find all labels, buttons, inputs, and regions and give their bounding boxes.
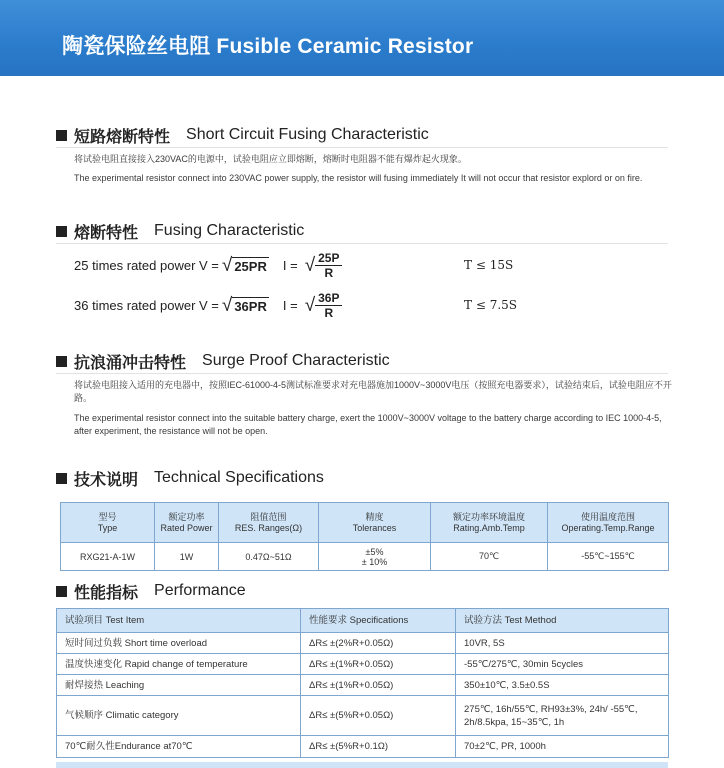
cell-range: 0.47Ω~51Ω <box>219 543 319 571</box>
cell-power: 1W <box>155 543 219 571</box>
header-tolerances: 精度 Tolerances <box>319 503 431 543</box>
square-root <box>305 291 343 320</box>
square-bullet-icon <box>56 130 67 141</box>
square-bullet-icon <box>56 226 67 237</box>
fraction-numerator: 36P <box>315 291 342 306</box>
section-title-zh: 熔断特性 <box>74 224 139 242</box>
formula-current-label: I = <box>282 257 298 273</box>
cell-method: 275℃, 16h/55℃, RH93±3%, 24h/ -55℃, 2h/8.5kpa, 15~35℃, 1h <box>456 696 669 736</box>
page-header <box>0 0 724 76</box>
section-divider <box>56 147 668 148</box>
section-surge-heading <box>56 350 390 372</box>
formula-label: 25 times rated power V = <box>74 257 219 273</box>
fraction <box>315 291 342 320</box>
cell-spec: ΔR≤ ±(1%R+0.05Ω) <box>301 654 456 675</box>
section-title-en: Surge Proof Characteristic <box>202 352 390 369</box>
cell-type: RXG21-A-1W <box>61 543 155 571</box>
header-res-ranges: 阻值范围 RES. Ranges(Ω) <box>219 503 319 543</box>
header-test-item: 试验项目 Test Item <box>57 609 301 633</box>
surge-text-zh: 将试验电阻接入适用的充电器中，按照IEC-61000-4-5测试标准要求对充电器施加1000V~3000V电压（按照充电器要求），试验结束后，试验电阻应不开路。 <box>74 380 672 403</box>
cell-item: 耐焊接热 Leaching <box>57 675 301 696</box>
formula-current-label: I = <box>282 297 298 313</box>
formula-label: 36 times rated power V = <box>74 297 219 313</box>
cell-method: 70±2℃, PR, 1000h <box>456 736 669 758</box>
cell-item: 温度快速变化 Rapid change of temperature <box>57 654 301 675</box>
cell-amb-temp: 70℃ <box>431 543 548 571</box>
section-title-zh: 短路熔断特性 <box>74 128 171 146</box>
header-operating-temp: 使用温度范围 Operating.Temp.Range <box>548 503 669 543</box>
table-footer-band <box>56 762 668 768</box>
table-row <box>57 696 669 736</box>
section-divider <box>56 243 668 244</box>
table-row <box>57 736 669 758</box>
fusing-formula-25 <box>74 245 514 285</box>
radical-icon: √ <box>221 294 233 316</box>
section-title-zh: 抗浪涌冲击特性 <box>74 354 187 372</box>
square-root <box>305 251 343 280</box>
cell-spec: ΔR≤ ±(2%R+0.05Ω) <box>301 633 456 654</box>
table-row <box>61 543 669 571</box>
section-title-en: Fusing Characteristic <box>154 222 305 239</box>
page-title: 陶瓷保险丝电阻 Fusible Ceramic Resistor <box>62 35 474 58</box>
cell-method: 10VR, 5S <box>456 633 669 654</box>
header-test-method: 试验方法 Test Method <box>456 609 669 633</box>
section-title-zh: 性能指标 <box>74 584 139 602</box>
fraction <box>315 251 342 280</box>
surge-text-en: The experimental resistor connect into the suitable battery charge, exert the 1000V~3000V voltage to the battery charge according to IEC 1000-4-5, after experiment, the resistance will not be open. <box>74 413 662 436</box>
square-root <box>222 256 269 275</box>
table-header-row <box>61 503 669 543</box>
fraction-numerator: 25P <box>315 251 342 266</box>
cell-method: 350±10℃, 3.5±0.5S <box>456 675 669 696</box>
radical-icon: √ <box>221 254 233 276</box>
section-title-zh: 技术说明 <box>74 471 139 489</box>
formula-condition: T ≤ 7.5S <box>464 298 517 312</box>
cell-item: 短时间过负载 Short time overload <box>57 633 301 654</box>
cell-method: -55℃/275℃, 30min 5cycles <box>456 654 669 675</box>
cell-spec: ΔR≤ ±(1%R+0.05Ω) <box>301 675 456 696</box>
section-short-circuit-heading <box>56 124 429 146</box>
fusing-formula-36 <box>74 285 517 325</box>
table-header-row <box>57 609 669 633</box>
cell-tolerance: ±5% ± 10% <box>319 543 431 571</box>
section-tech-heading <box>56 467 324 489</box>
section-performance-heading <box>56 580 246 602</box>
square-bullet-icon <box>56 473 67 484</box>
table-row <box>57 675 669 696</box>
formula-root: 25PR <box>234 258 267 274</box>
header-rated-power: 额定功率 Rated Power <box>155 503 219 543</box>
section-divider <box>56 373 668 374</box>
cell-item: 气候顺序 Climatic category <box>57 696 301 736</box>
section-title-en: Technical Specifications <box>154 469 324 486</box>
square-bullet-icon <box>56 356 67 367</box>
header-type: 型号 Type <box>61 503 155 543</box>
table-row <box>57 633 669 654</box>
radical-icon: √ <box>304 294 316 316</box>
cell-spec: ΔR≤ ±(5%R+0.1Ω) <box>301 736 456 758</box>
cell-op-temp: -55℃~155℃ <box>548 543 669 571</box>
radical-icon: √ <box>304 254 316 276</box>
tech-spec-table <box>60 502 669 571</box>
performance-table <box>56 608 669 758</box>
cell-spec: ΔR≤ ±(5%R+0.05Ω) <box>301 696 456 736</box>
section-title-en: Performance <box>154 582 246 599</box>
header-rating-amb-temp: 额定功率环境温度 Rating.Amb.Temp <box>431 503 548 543</box>
header-specifications: 性能要求 Specifications <box>301 609 456 633</box>
formula-root: 36PR <box>234 298 267 314</box>
formula-condition: T ≤ 15S <box>464 258 514 272</box>
section-title-en: Short Circuit Fusing Characteristic <box>186 126 429 143</box>
square-bullet-icon <box>56 586 67 597</box>
fraction-denominator: R <box>324 305 334 320</box>
short-circuit-text-zh: 将试验电阻直接接入230VAC的电源中，试验电阻应立即熔断，熔断时电阻器不能有爆炸起火现象。 <box>74 154 467 164</box>
short-circuit-text-en: The experimental resistor connect into 230VAC power supply, the resistor will fusing immediately It will not occur that resistor explord or on fire. <box>74 173 643 183</box>
table-row <box>57 654 669 675</box>
cell-item: 70℃耐久性Endurance at70℃ <box>57 736 301 758</box>
square-root <box>222 296 269 315</box>
section-fusing-heading <box>56 220 304 242</box>
fraction-denominator: R <box>324 265 334 280</box>
